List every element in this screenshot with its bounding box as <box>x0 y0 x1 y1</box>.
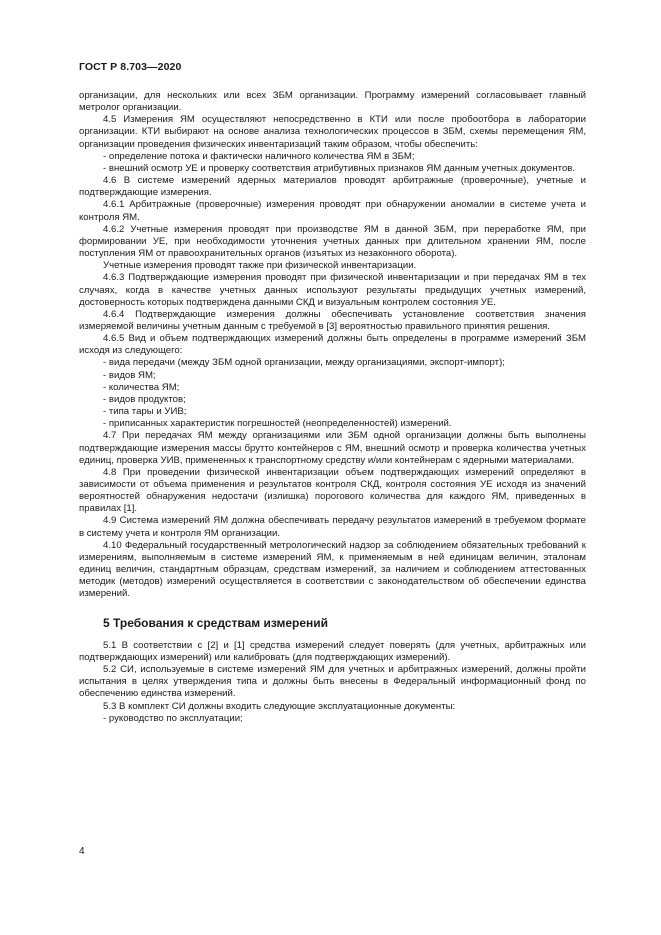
document-code-header: ГОСТ Р 8.703—2020 <box>79 61 182 73</box>
paragraph-4-9: 4.9 Система измерений ЯМ должна обеспечивать передачу результатов измерений в требуемом формате в систему учета и контроля ЯМ организации. <box>79 515 586 539</box>
list-item: - вида передачи (между ЗБМ одной организации, между организациями, экспорт-импорт); <box>103 357 505 369</box>
paragraph-4-6-3: 4.6.3 Подтверждающие измерения проводят при физической инвентаризации и при передачах ЯМ в тех случаях, когда в качестве учетных данных используют результаты предыдущих учетных измерений, достоверность которых подтверждена данными СКД и визуальным контролем состояния УЕ. <box>79 272 586 308</box>
list-item: - видов ЯМ; <box>103 369 156 381</box>
document-body <box>79 90 586 725</box>
paragraph-5-2: 5.2 СИ, используемые в системе измерений ЯМ для учетных и арбитражных измерений, должны пройти испытания в целях утверждения типа и должны быть внесены в Федеральный информационный фонд по обеспечению единства измерений. <box>79 664 586 700</box>
paragraph-4-7: 4.7 При передачах ЯМ между организациями или ЗБМ одной организации должны быть выполнены подтверждающие измерения массы брутто контейнеров с ЯМ, внешний осмотр и проверка количества учетных единиц, проверка УИВ, примененных к транспортному средству и/или контейнерам с ядерными материалами. <box>79 430 586 466</box>
paragraph-4-5: 4.5 Измерения ЯМ осуществляют непосредственно в КТИ или после пробоотбора в лаборатории организации. КТИ выбирают на основе анализа технологических процессов в ЗБМ, схемы перемещения ЯМ, организации проведения физических инвентаризаций таким образом, чтобы обеспечить: <box>79 114 586 150</box>
page-number: 4 <box>79 846 85 857</box>
paragraph-4-10: 4.10 Федеральный государственный метрологический надзор за соблюдением обязательных требований к измерениям, выполняемым в системе измерений ЯМ, к применяемым в ней единицам величин, эталонам единиц величин, стандартным образцам, средствам измерений, за наличием и соблюдением аттестованных методик (методов) измерений осуществляется в соответствии с законодательством об обеспечении единства измерений. <box>79 539 586 600</box>
list-item: - количества ЯМ; <box>103 381 180 393</box>
paragraph-5-3: 5.3 В комплект СИ должны входить следующие эксплуатационные документы: <box>103 700 456 712</box>
list-item: - видов продуктов; <box>103 393 186 405</box>
paragraph-4-6-4: 4.6.4 Подтверждающие измерения должны обеспечивать установление соответствия значения измеряемой величины учетным данным с требуемой в [3] вероятностью правильного принятия решения. <box>79 308 586 332</box>
section-heading: 5 Требования к средствам измерений <box>103 615 329 630</box>
paragraph-accounting-note: Учетные измерения проводят также при физической инвентаризации. <box>103 260 417 272</box>
paragraph-5-1: 5.1 В соответствии с [2] и [1] средства измерений следует поверять (для учетных, арбитражных или подтверждающих измерений) или калибровать (для подтверждающих измерений). <box>79 639 586 663</box>
list-item: - руководство по эксплуатации; <box>103 712 243 724</box>
paragraph-4-8: 4.8 При проведении физической инвентаризации объем подтверждающих измерений определяют в зависимости от объема применения и результатов контроля СКД, контроля состояния УЕ исходя из значений вероятностей обнаружения недостачи (излишка) порогового количества для каждого ЯМ, приведенных в правилах [1]. <box>79 466 586 515</box>
list-item: - типа тары и УИВ; <box>103 406 187 418</box>
paragraph-continuation: организации, для нескольких или всех ЗБМ организации. Программу измерений согласовывает главный метролог организации. <box>79 90 586 114</box>
list-item: - приписанных характеристик погрешностей (неопределенностей) измерений. <box>103 418 452 430</box>
list-item: - внешний осмотр УЕ и проверку соответствия атрибутивных признаков ЯМ данным учетных документов. <box>103 162 576 174</box>
list-item: - определение потока и фактически наличного количества ЯМ в ЗБМ; <box>103 150 415 162</box>
paragraph-4-6-2: 4.6.2 Учетные измерения проводят при производстве ЯМ в данной ЗБМ, при переработке ЯМ, при формировании УЕ, при необходимости уточнения учетных данных при длительном хранении ЯМ, после поступления ЯМ от правоохранительных органов (изъятых из незаконного оборота). <box>79 223 586 260</box>
paragraph-4-6-1: 4.6.1 Арбитражные (проверочные) измерения проводят при обнаружении аномалии в системе учета и контроля ЯМ. <box>79 199 586 223</box>
paragraph-4-6: 4.6 В системе измерений ядерных материалов проводят арбитражные (проверочные), учетные и подтверждающие измерения. <box>79 175 586 199</box>
paragraph-4-6-5: 4.6.5 Вид и объем подтверждающих измерений должны быть определены в программе измерений ЗБМ исходя из следующего: <box>79 333 586 357</box>
